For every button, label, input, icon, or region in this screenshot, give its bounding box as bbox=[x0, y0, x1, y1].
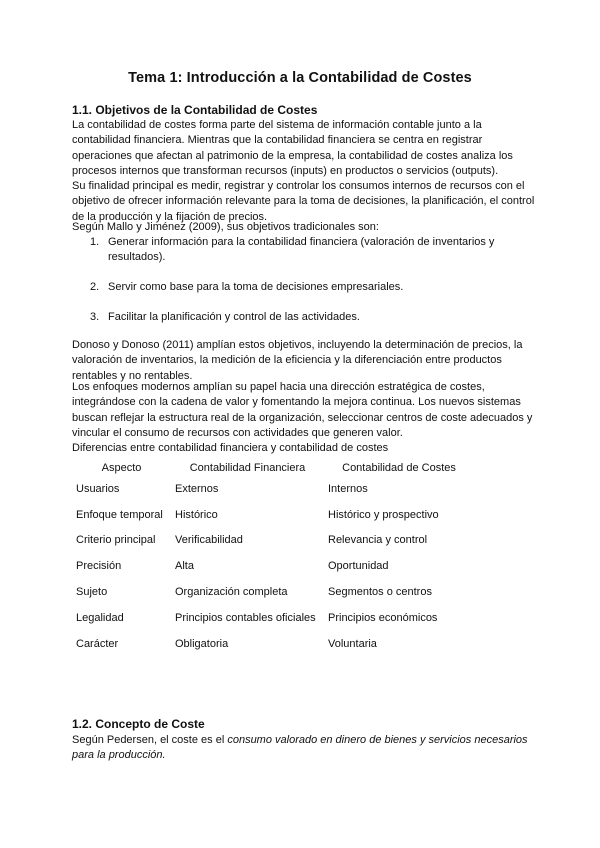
list-item bbox=[72, 235, 542, 266]
table-row bbox=[72, 605, 474, 631]
table-cell: Usuarios bbox=[76, 482, 120, 495]
definition-emphasis: consumo valorado en dinero de bienes y servicios necesarios para la producción bbox=[72, 734, 528, 762]
list-item-text: Generar información para la contabilidad financiera (valoración de inventarios y resultados). bbox=[108, 236, 495, 264]
table-row bbox=[72, 579, 474, 605]
list-item-text: Servir como base para la toma de decisiones empresariales. bbox=[108, 281, 404, 294]
list-item-text: Facilitar la planificación y control de las actividades. bbox=[108, 310, 360, 323]
table-cell: Organización completa bbox=[175, 586, 288, 599]
table-cell: Verificabilidad bbox=[175, 534, 243, 547]
table-cell: Relevancia y control bbox=[328, 534, 428, 547]
paragraph-intro: La contabilidad de costes forma parte del sistema de información contable junto a la contabilidad financiera. Mientras que la contabilidad financiera se centra en registrar operaciones que afectan al patrimonio de la empresa, la contabilidad de costes analiza los procesos internos que transforman recursos (inputs) en productos o servicios (outputs). bbox=[72, 119, 513, 177]
page-title: Tema 1: Introducción a la Contabilidad de Costes bbox=[128, 70, 472, 86]
table-cell: Principios económicos bbox=[328, 611, 438, 624]
list-number: 3. bbox=[90, 310, 100, 323]
table-row bbox=[72, 553, 474, 579]
table-row bbox=[72, 476, 474, 502]
table-cell: Obligatoria bbox=[175, 637, 229, 650]
paragraph-mallo-jimenez: Según Mallo y Jiménez (2009), sus objetivos tradicionales son: bbox=[72, 220, 379, 233]
table-cell: Carácter bbox=[76, 637, 119, 650]
table-cell: Internos bbox=[328, 482, 368, 495]
table-cell: Alta bbox=[175, 560, 194, 573]
paragraph-differences: Diferencias entre contabilidad financiera y contabilidad de costes bbox=[72, 442, 389, 454]
table-row bbox=[72, 528, 474, 554]
table-cell: Voluntaria bbox=[328, 637, 377, 650]
table-header-cell: Aspecto bbox=[101, 461, 142, 474]
table-cell: Externos bbox=[175, 482, 219, 495]
list-number: 2. bbox=[90, 281, 100, 294]
table-cell: Legalidad bbox=[76, 611, 124, 624]
section-heading-objectives: 1.1. Objetivos de la Contabilidad de Costes bbox=[72, 103, 318, 117]
table-row bbox=[72, 502, 474, 528]
table-cell: Sujeto bbox=[76, 586, 108, 599]
paragraph-modern-approaches: Los enfoques modernos amplían su papel hacia una dirección estratégica de costes, integrándose con la cadena de valor y fomentando la mejora continua. Los nuevos sistemas buscan reflejar la estructura real de la organización, seleccionar centros de coste adecuados y vincular el consumo de recursos con actividades que generen valor. bbox=[72, 381, 533, 439]
table-row bbox=[72, 631, 474, 657]
paragraph-purpose: Su finalidad principal es medir, registrar y controlar los consumos internos de recursos con el objetivo de ofrecer información relevante para la toma de decisiones, la planificación, el control de la producción y la fijación de precios. bbox=[72, 180, 535, 223]
table-cell: Enfoque temporal bbox=[76, 508, 163, 521]
table-cell: Oportunidad bbox=[328, 560, 389, 573]
list-item bbox=[72, 310, 542, 325]
table-header-cell: Contabilidad Financiera bbox=[189, 461, 306, 474]
definition-lead: Según Pedersen, el coste es el bbox=[72, 734, 228, 746]
table-header-cell: Contabilidad de Costes bbox=[342, 461, 456, 474]
objectives-list bbox=[72, 235, 542, 340]
table-cell: Precisión bbox=[76, 560, 122, 573]
list-item bbox=[72, 280, 542, 295]
section-heading-concept: 1.2. Concepto de Coste bbox=[72, 717, 205, 731]
paragraph-donoso: Donoso y Donoso (2011) amplían estos objetivos, incluyendo la determinación de precios, la valoración de inventarios, la medición de la eficiencia y la diferenciación entre productos rentables y no rentables. bbox=[72, 339, 523, 382]
list-number: 1. bbox=[90, 236, 100, 248]
table-header-row bbox=[72, 459, 474, 476]
table-cell: Histórico bbox=[175, 508, 218, 521]
table-cell: Criterio principal bbox=[76, 534, 156, 547]
paragraph-cost-definition bbox=[72, 733, 542, 764]
table-cell: Segmentos o centros bbox=[328, 586, 432, 599]
table-cell: Histórico y prospectivo bbox=[328, 508, 439, 521]
comparison-table bbox=[72, 459, 474, 657]
definition-tail: . bbox=[162, 749, 166, 762]
table-cell: Principios contables oficiales bbox=[175, 611, 316, 624]
